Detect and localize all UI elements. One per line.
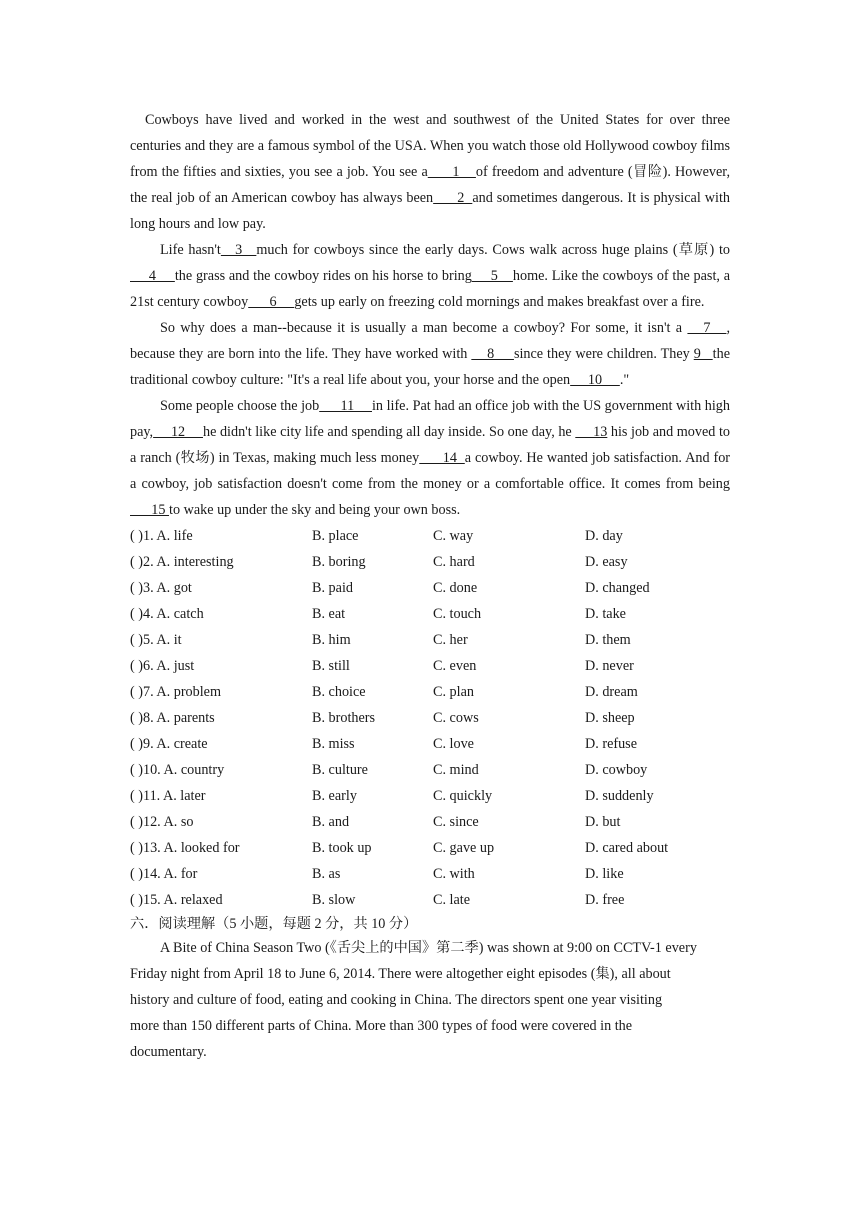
question-option-b: B. choice [312,684,366,700]
question-row [130,809,730,835]
reading-line: history and culture of food, eating and cooking in China. The directors spent one year visiting [130,992,663,1008]
question-option-a: ( )7. A. problem [130,684,222,700]
text: he didn't like city life and spending all day inside. So one day, he [202,424,576,440]
blank-11: 11 [319,398,372,414]
question-option-d: D. suddenly [585,788,654,804]
reading-line: documentary. [130,1044,207,1060]
question-option-c: C. hard [433,554,475,570]
question-option-d: D. refuse [585,736,637,752]
question-option-b: B. culture [312,762,368,778]
question-option-b: B. still [312,658,350,674]
question-option-d: D. easy [585,554,628,570]
question-option-b: B. eat [312,606,346,622]
text: the traditional cowboy culture: "It's a real life about you, your horse and the open [130,346,731,388]
passage-paragraph-3 [130,315,730,393]
text: much for cowboys since the early days. Cows walk across huge plains (草原) to [256,242,731,258]
text: his job and moved to a ranch (牧场) in Texas, making much less money [130,424,730,466]
question-option-c: C. love [433,736,474,752]
blank-4: 4 [130,268,175,284]
text: of freedom and adventure (冒险). However, the real job of an American cowboy has always been [130,164,730,206]
text: a cowboy. He wanted job satisfaction. And for a cowboy, job satisfaction doesn't come from the money or a comfortable office. It comes from being [130,450,731,492]
question-option-d: D. them [585,632,631,648]
question-option-d: D. take [585,606,626,622]
question-option-d: D. but [585,814,621,830]
question-option-b: B. took up [312,840,372,856]
blank-10: 10 [570,372,620,388]
question-option-d: D. like [585,866,624,882]
question-option-d: D. cowboy [585,762,648,778]
blank-1: 1 [427,164,476,180]
question-option-a: ( )13. A. looked for [130,840,240,856]
blank-12: 12 [153,424,203,440]
question-option-d: D. day [585,528,623,544]
question-row [130,783,730,809]
text: , because they are born into the life. They have worked with [130,320,730,362]
blank-3: 3 [220,242,257,258]
question-option-c: C. quickly [433,788,493,804]
section-heading: 六．阅读理解（5 小题，每题 2 分，共 10 分） [130,916,418,932]
question-option-b: B. boring [312,554,366,570]
question-option-a: ( )5. A. it [130,632,182,648]
question-option-b: B. slow [312,892,356,908]
question-option-a: ( )10. A. country [130,762,225,778]
question-option-b: B. and [312,814,350,830]
question-row [130,835,730,861]
question-option-b: B. him [312,632,351,648]
question-option-a: ( )4. A. catch [130,606,204,622]
question-option-b: B. early [312,788,357,804]
reading-line: Friday night from April 18 to June 6, 2014. There were altogether eight episodes (集), all about [130,966,671,982]
question-row [130,653,730,679]
question-option-c: C. done [433,580,478,596]
blank-8: 8 [471,346,514,362]
text: home. Like the cowboys of the past, a 21st century cowboy [130,268,731,310]
reading-line: A Bite of China Season Two (《舌尖上的中国》第二季) was shown at 9:00 on CCTV-1 every [160,940,697,956]
question-option-a: ( )15. A. relaxed [130,892,223,908]
question-row [130,601,730,627]
reading-line: more than 150 different parts of China. More than 300 types of food were covered in the [130,1018,633,1034]
question-row [130,861,730,887]
blank-15: 15 [130,502,170,518]
question-option-c: C. plan [433,684,474,700]
blank-9: 9 [693,346,713,362]
text: the grass and the cowboy rides on his horse to bring [174,268,472,284]
question-option-c: C. late [433,892,471,908]
question-option-d: D. cared about [585,840,669,856]
question-option-c: C. touch [433,606,482,622]
question-option-c: C. way [433,528,474,544]
blank-2: 2 [433,190,473,206]
question-option-d: D. changed [585,580,650,596]
question-row [130,575,730,601]
question-option-c: C. since [433,814,479,830]
text: since they were children. They [513,346,694,362]
question-option-d: D. free [585,892,625,908]
question-option-c: C. even [433,658,477,674]
question-option-c: C. cows [433,710,479,726]
question-row [130,757,730,783]
blank-7: 7 [687,320,727,336]
blank-6: 6 [248,294,295,310]
question-option-a: ( )6. A. just [130,658,195,674]
question-row [130,627,730,653]
reading-passage [130,935,730,1065]
question-row [130,679,730,705]
question-option-a: ( )12. A. so [130,814,194,830]
question-option-c: C. mind [433,762,479,778]
document-page [130,107,730,1065]
question-option-d: D. sheep [585,710,635,726]
text: and sometimes dangerous. It is physical with long hours and low pay. [130,190,731,232]
text: in life. Pat had an office job with the US government with high pay, [130,398,730,440]
question-option-b: B. as [312,866,341,882]
question-row [130,549,730,575]
question-row [130,705,730,731]
passage-paragraph-1 [130,107,730,237]
question-option-a: ( )9. A. create [130,736,208,752]
text: Life hasn't [160,242,221,258]
question-option-c: C. gave up [433,840,495,856]
question-row [130,523,730,549]
text: Cowboys have lived and worked in the west and southwest of the United States for over three centuries and they are a famous symbol of the USA. When you watch those old Hollywood cowboy films from the fifties and sixties, you see a job. You see a [130,112,730,180]
question-option-a: ( )11. A. later [130,788,206,804]
question-option-d: D. never [585,658,634,674]
question-option-a: ( )1. A. life [130,528,193,544]
question-option-c: C. her [433,632,468,648]
question-option-c: C. with [433,866,475,882]
text: to wake up under the sky and being your own boss. [169,502,461,518]
blank-5: 5 [471,268,513,284]
text: Some people choose the job [160,398,320,414]
question-list [130,523,730,913]
text: So why does a man--because it is usually a man become a cowboy? For some, it isn't a [160,320,688,336]
question-row [130,731,730,757]
question-option-b: B. miss [312,736,355,752]
question-option-a: ( )2. A. interesting [130,554,234,570]
blank-13: 13 [575,424,608,440]
text: ." [619,372,630,388]
question-option-a: ( )14. A. for [130,866,198,882]
question-row [130,887,730,913]
question-option-b: B. place [312,528,359,544]
question-option-b: B. brothers [312,710,376,726]
text: gets up early on freezing cold mornings and makes breakfast over a fire. [294,294,705,310]
question-option-b: B. paid [312,580,353,596]
passage-paragraph-4 [130,393,730,523]
question-option-a: ( )3. A. got [130,580,192,596]
passage-paragraph-2 [130,237,730,315]
question-option-d: D. dream [585,684,638,700]
blank-14: 14 [419,450,465,466]
question-option-a: ( )8. A. parents [130,710,215,726]
